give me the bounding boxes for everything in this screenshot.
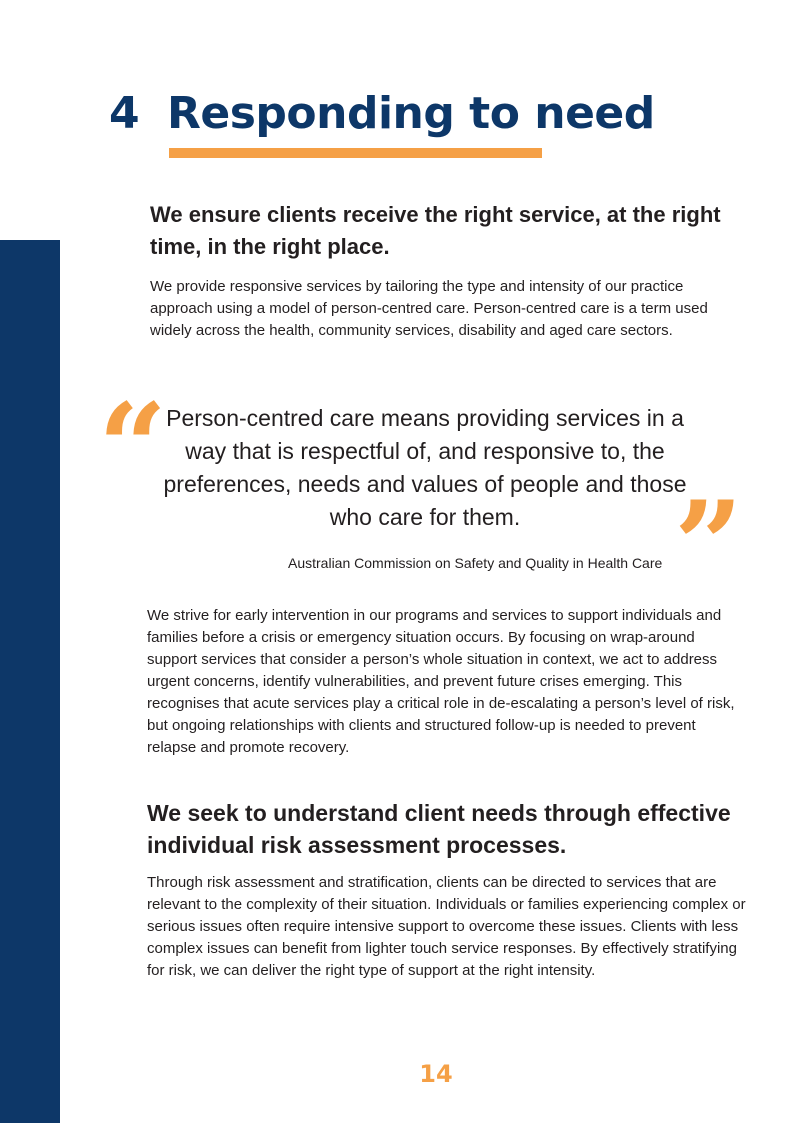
page-number: 14	[419, 1060, 453, 1088]
chapter-title: Responding to need	[167, 88, 655, 139]
side-accent-bar	[0, 240, 60, 1123]
early-intervention-paragraph: We strive for early intervention in our programs and services to support individuals and families before a crisis or emergency situation occurs. By focusing on wrap-around support services that consider a person’s whole situation in context, we act to address urgent concerns, identify vulnerabilities, and prevent future crises emerging. This recognises that acute services play a critical role in de-escalating a person’s level of risk, but ongoing relationships with clients and structured follow-up is needed to prevent relapse and promote recovery.	[147, 607, 735, 756]
open-quote-icon: “	[98, 377, 168, 518]
title-underline	[169, 148, 542, 158]
pull-quote: Person-centred care means providing services in a way that is respectful of, and responsive to, the preferences, needs and values of people and those who care for them.	[163, 405, 687, 530]
risk-assessment-paragraph: Through risk assessment and stratification, clients can be directed to services that are relevant to the complexity of their situation. Individuals or families experiencing complex or serious issues often require intensive support to overcome these issues. Clients with less complex issues can benefit from lighter touch service responses. By effectively stratifying for risk, we can deliver the right type of support at the right intensity.	[147, 874, 746, 979]
chapter-number: 4	[109, 88, 140, 139]
quote-source: Australian Commission on Safety and Quality in Health Care	[288, 555, 663, 571]
section-heading-risk-assessment: We seek to understand client needs through effective individual risk assessment processes.	[147, 800, 731, 858]
intro-paragraph: We provide responsive services by tailoring the type and intensity of our practice approach using a model of person-centred care. Person-centred care is a term used widely across the health, community services, disability and aged care sectors.	[150, 278, 708, 339]
section-heading-right-service: We ensure clients receive the right service, at the right time, in the right place.	[150, 202, 721, 259]
close-quote-icon: ”	[674, 475, 744, 616]
chapter-heading	[109, 88, 655, 139]
